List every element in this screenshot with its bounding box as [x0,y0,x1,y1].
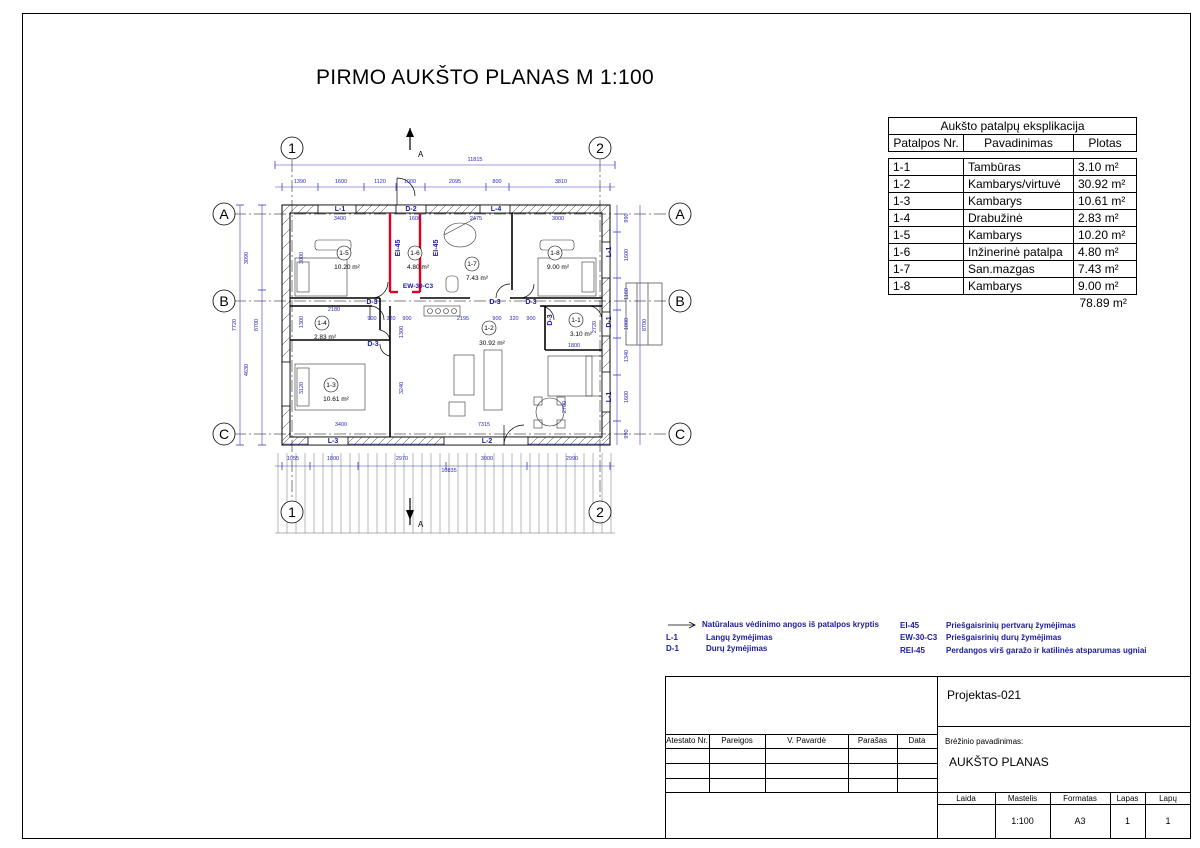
dim-top-3: 1120 [374,179,386,185]
value-scale: 1:100 [1011,816,1034,826]
dim-left-a: 7720 [232,318,238,332]
room-area-1-7: 7.43 m² [465,275,489,282]
dim-inner-j: 900 [492,316,502,322]
room-area-1-6: 4.80 m² [406,264,430,271]
room-nr-1-8: 1-8 [550,250,560,257]
axis-label-b-right: B [675,293,685,309]
tag-door-d3-e: D-3 [547,314,554,326]
header-signature: Parašas [857,736,888,745]
dim-top-2: 1600 [334,179,348,185]
col-room-area: Plotas [1074,135,1137,152]
room-area-1-3: 10.61 m² [323,396,349,403]
dim-left-total: 8700 [254,318,260,332]
ventilation-arrow-icon [668,621,698,629]
dim-right-4: 1000 [624,317,630,331]
axis-label-b-left: B [219,293,229,309]
table-row: 1-1 Tambūras 3.10 m² [889,159,1137,176]
value-sheet: 1 [1124,816,1130,826]
table-row: 1-8 Kambarys 9.00 m² [889,278,1137,295]
room-nr-1-7: 1-7 [467,261,477,268]
dim-left-1: 3090 [244,251,250,265]
table-row: 1-7 San.mazgas 7.43 m² [889,261,1137,278]
dim-bottom-3: 2970 [395,456,409,462]
dim-inner-o: 7315 [477,422,491,428]
axis-label-a-left: A [219,206,229,222]
dim-right-2: 1600 [624,248,630,262]
room-area-1-4: 2.83 m² [313,334,337,341]
dim-inner-t: 1300 [399,325,405,339]
dim-bottom-1: 1055 [286,456,300,462]
header-issue: Laida [956,794,976,803]
room-area-1-1: 3.10 m² [569,331,593,338]
tag-door-d3-a: D-3 [366,299,378,306]
table-row: 1-4 Drabužinė 2.83 m² [889,210,1137,227]
dim-bottom-4: 3000 [480,456,494,462]
dim-inner-g: 320 [386,316,396,322]
tag-window-l3: L-3 [327,438,339,445]
room-nr-1-5: 1-5 [339,250,349,257]
dim-right-3: 1160 [624,288,630,300]
dim-top-4: 1000 [403,179,417,185]
tag-fire-wall-1: EI-45 [395,239,402,257]
tag-fire-wall-2: EI-45 [433,239,440,257]
axis-label-1-bottom: 1 [288,504,296,520]
axis-lines [234,160,666,500]
dim-inner-k: 320 [509,316,519,322]
dim-right-total: 8700 [642,318,648,332]
dim-top-1: 1390 [293,179,307,185]
dim-inner-a: 3400 [333,216,347,222]
table-row: 1-5 Kambarys 10.20 m² [889,227,1137,244]
legend-fire-door: EW-30-C3 Priešgaisrinių durų žymėjimas [900,633,1062,642]
dim-inner-m: 1800 [567,343,581,349]
room-nr-1-6: 1-6 [410,250,420,257]
dimension-ticks [236,161,621,470]
tag-door-d2: D-2 [405,206,417,213]
dim-top-6: 800 [492,179,502,185]
dim-right-6: 1600 [624,390,630,404]
room-area-1-2: 30.92 m² [479,340,505,347]
room-area-1-8: 9.00 m² [546,264,570,271]
terrace-hatch [275,453,615,533]
project-number: Projektas-021 [947,688,1022,702]
tag-door-d3-b: D-3 [489,299,501,306]
room-area-1-5: 10.20 m² [334,264,360,271]
dim-top-total: 11815 [467,157,483,163]
tag-fire-door: EW-30-C3 [402,283,434,290]
legend-fire-floor: REI-45 Perdangos virš garažo ir katilinės atsparumas ugniai [900,646,1147,655]
dim-top-7: 3810 [554,179,568,185]
dim-right-5: 1340 [624,349,630,363]
header-format: Formatas [1063,794,1097,803]
title-block [665,676,1191,839]
axis-bubbles [213,137,691,523]
dim-inner-i: 2195 [456,316,470,322]
dim-left-2: 4630 [244,363,250,377]
dim-inner-e: 2180 [327,307,341,313]
axis-label-c-left: C [218,426,230,442]
axis-label-a-right: A [675,206,685,222]
tag-window-l4: L-4 [490,206,502,213]
header-sheet: Lapas [1116,794,1139,803]
header-surname: V. Pavardė [787,736,826,745]
dim-bottom-2: 1800 [326,456,340,462]
room-nr-1-1: 1-1 [571,317,581,324]
dim-inner-r: 1300 [299,315,305,329]
value-format: A3 [1074,816,1086,826]
room-nr-1-2: 1-2 [484,325,494,332]
header-attest-nr: Atestato Nr. [666,736,708,745]
drawing-title: PIRMO AUKŠTO PLANAS M 1:100 [316,66,654,89]
explication-heading: Aukšto patalpų eksplikacija [889,118,1137,135]
dim-inner-n: 3400 [334,422,348,428]
col-room-nr: Patalpos Nr. [889,135,964,152]
explication-table [888,117,1137,311]
tag-door-d1: D-1 [606,316,613,328]
drawing-name-label: Brėžinio pavadinimas: [945,737,1024,746]
dim-inner-u: 2720 [592,320,598,334]
header-sheets: Lapų [1159,794,1177,803]
dim-inner-h: 900 [402,316,412,322]
legend-window: L-1 Langų žymėjimas [666,633,773,642]
tag-window-l1-right-a: L-1 [606,246,613,258]
axis-label-c-right: C [674,426,686,442]
legend-fire-wall: EI-45 Priešgaisrinių pertvarų žymėjimas [900,621,1076,630]
dim-inner-f: 900 [367,316,377,322]
section-label-bottom: A [418,520,424,529]
table-row: 1-2 Kambarys/virtuvė 30.92 m² [889,176,1137,193]
explication-total: 78.89 m² [1079,296,1127,310]
header-scale: Mastelis [1007,794,1038,803]
dim-top-5: 2095 [448,179,462,185]
header-date: Data [908,736,926,745]
header-position: Pareigos [721,736,753,745]
dim-bottom-total: 10835 [441,468,457,474]
dim-inner-l: 900 [526,316,536,322]
table-row: 1-6 Inžinerinė patalpa 4.80 m² [889,244,1137,261]
room-nr-1-4: 1-4 [317,320,327,327]
dim-right-7: 990 [624,429,630,439]
axis-label-2-bottom: 2 [596,504,604,520]
legend-ventilation: Natūralaus vėdinimo angos iš patalpos kryptis [702,620,879,629]
dim-inner-s: 3000 [299,251,305,265]
dim-inner-b: 1600 [408,216,422,222]
dim-inner-v: 2700 [562,400,568,414]
axis-label-2-top: 2 [596,140,604,156]
dim-bottom-5: 2990 [565,456,579,462]
dim-inner-d: 3000 [551,216,565,222]
dim-inner-q: 3120 [299,381,305,395]
tag-window-l1-top: L-1 [334,206,346,213]
tag-window-l1-right-b: L-1 [606,391,613,403]
tag-door-d3-d: D-3 [367,341,379,348]
axis-label-1-top: 1 [288,140,296,156]
section-arrow-top [406,128,414,137]
room-nr-1-3: 1-3 [326,382,336,389]
drawing-name: AUKŠTO PLANAS [949,755,1049,769]
col-room-name: Pavadinimas [964,135,1074,152]
legend-door: D-1 Durų žymėjimas [666,644,768,653]
tag-door-d3-c: D-3 [525,299,537,306]
dim-inner-p: 3240 [399,381,405,395]
value-sheets: 1 [1165,816,1171,826]
dim-right-1: 990 [624,213,630,223]
table-row: 1-3 Kambarys 10.61 m² [889,193,1137,210]
section-label-top: A [418,150,424,159]
tag-window-l2: L-2 [481,438,493,445]
dim-inner-c: 2475 [469,216,483,222]
